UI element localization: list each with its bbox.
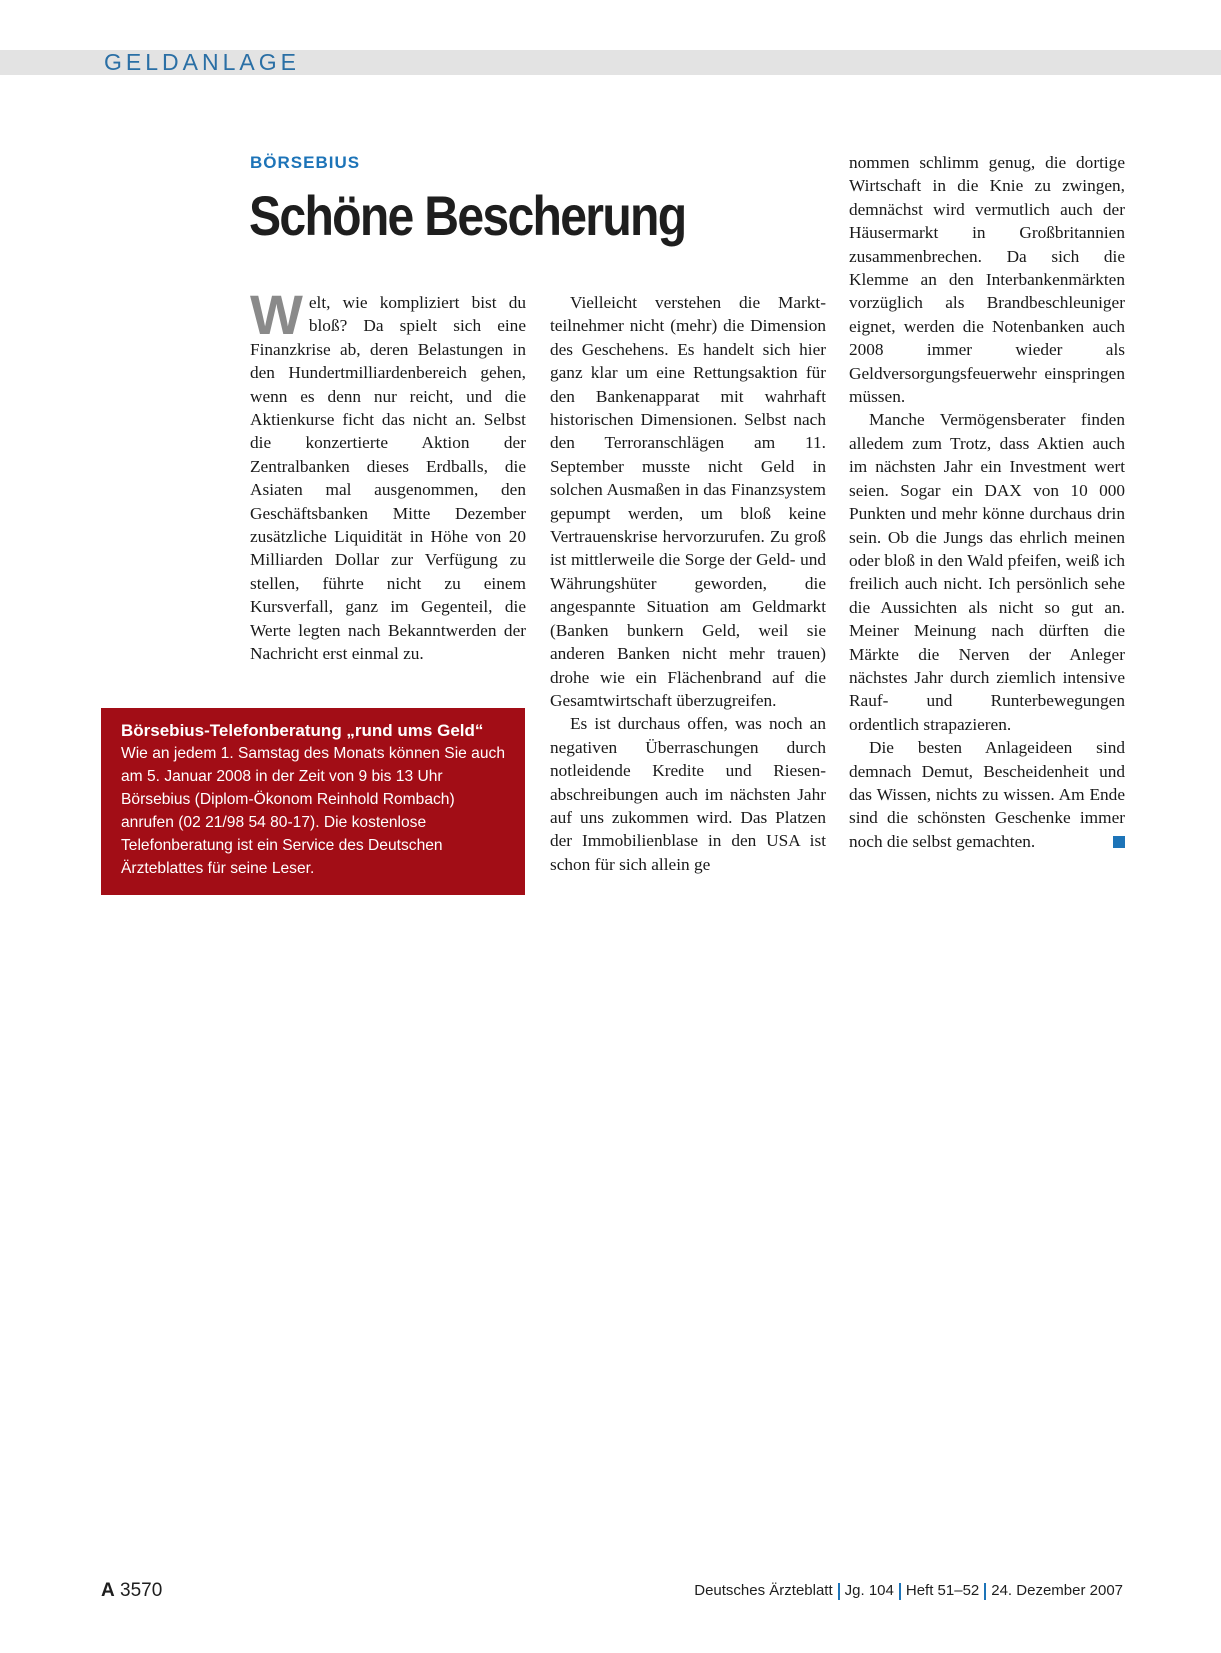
paragraph-text: Die besten Anlageideen sind demnach Demut, Bescheidenheit und das Wissen, nichts zu wissen. Am Ende sind die schönsten Geschenke immer noch die selbst gemachten. (849, 738, 1125, 851)
section-label: GELDANLAGE (104, 49, 300, 75)
drop-cap: W (250, 283, 303, 346)
paragraph: elt, wie kompliziert bist du bloß? Da spielt sich eine Finanzkrise ab, deren Belastungen in den Hundertmilliardenbereich gehen, wenn es denn nur reicht, und die Aktienkurse ficht das nicht an. Selbst die konzertierte Aktion der Zentralbanken dieses Erdballs, die Asiaten mal ausgenommen, den Geschäftsbanken Mitte Dezember zusätzliche Liquidität in Höhe von 20 Milliarden Dollar zur Verfügung zu stellen, führte nicht zu einem Kursverfall, ganz im Gegenteil, die Werte legten nach Bekanntwerden der Nachricht erst einmal zu. (250, 293, 526, 664)
info-box-title: Börsebius-Telefonberatung „rund ums Geld“ (121, 721, 484, 740)
issue: Heft 51–52 (905, 1582, 980, 1599)
volume: Jg. 104 (844, 1582, 894, 1599)
article-column-1 (250, 283, 526, 666)
info-box-text: Wie an jedem 1. Samstag des Monats können Sie auch am 5. Januar 2008 in der Zeit von 9 bis 13 Uhr Börsebius (Diplom-Ökonom Reinhold Rombach) anrufen (02 21/98 54 80-17). Die kostenlose Telefonberatung ist ein Service des Deutschen Ärzteblattes für seine Leser. (121, 745, 505, 877)
separator (838, 1583, 840, 1600)
page-number (101, 1580, 162, 1602)
paragraph: Es ist durchaus offen, was noch an negativen Überraschungen durch notleidende Kredite und Riesenabschreibungen auch im nächsten Jahr auf uns zukommen wird. Das Platzen der Immobilienblase in den USA ist schon für sich allein ge (550, 714, 826, 874)
paragraph-last (849, 736, 1125, 853)
info-box (101, 708, 525, 895)
journal-name: Deutsches Ärzteblatt (694, 1582, 833, 1599)
date: 24. Dezember 2007 (991, 1582, 1123, 1599)
article-column-3 (849, 151, 1125, 853)
page-number-value: 3570 (120, 1580, 163, 1601)
page-prefix: A (101, 1580, 115, 1601)
paragraph: Manche Vermögensberater finden alledem zum Trotz, dass Aktien auch im nächsten Jahr ein Investment wert seien. Sogar ein DAX von 10 000 Punkten und mehr könne durchaus drin sein. Ob die Jungs das ehrlich meinen oder bloß in den Wald pfeifen, weiß ich freilich auch nicht. Ich persönlich sehe die Aussichten als nicht so gut an. Meiner Meinung nach dürften die Märkte die Nerven der Anleger nächstes Jahr durch ziemlich intensive Rauf- und Runterbewegungen ordentlich strapazieren. (849, 410, 1125, 734)
separator (984, 1583, 986, 1600)
separator (899, 1583, 901, 1600)
article-kicker: BÖRSEBIUS (250, 153, 361, 172)
article-headline: Schöne Bescherung (249, 184, 686, 247)
article-column-2 (550, 291, 826, 876)
paragraph: nommen schlimm genug, die dortige Wirtschaft in die Knie zu zwingen, demnächst wird vermutlich auch der Häusermarkt in Großbritannien zusammenbrechen. Da sich die Klemme an den Interbankenmärkten vorzüglich als Brandbeschleuniger eignet, werden die Notenbanken auch 2008 immer wieder als Geldversorgungsfeuerwehr einspringen müssen. (849, 153, 1125, 407)
paragraph: Vielleicht verstehen die Marktteilnehmer nicht (mehr) die Dimension des Geschehens. Es handelt sich hier ganz klar um eine Rettungsaktion für den Bankenapparat mit wahrhaft historischen Dimensionen. Selbst nach den Terroranschlägen am 11. September musste nicht Geld in solchen Ausmaßen in das Finanzsystem gepumpt werden, um bloß keine Vertrauenskrise hervorzurufen. Zu groß ist mittlerweile die Sorge der Geld- und Währungshüter geworden, die angespannte Situation am Geldmarkt (Banken bunkern Geld, weil sie anderen Banken nicht mehr trauen) drohe wie ein Flächenbrand auf die Gesamtwirtschaft überzugreifen. (550, 293, 826, 710)
footer-citation (694, 1582, 1123, 1600)
end-square-icon (1113, 836, 1125, 848)
